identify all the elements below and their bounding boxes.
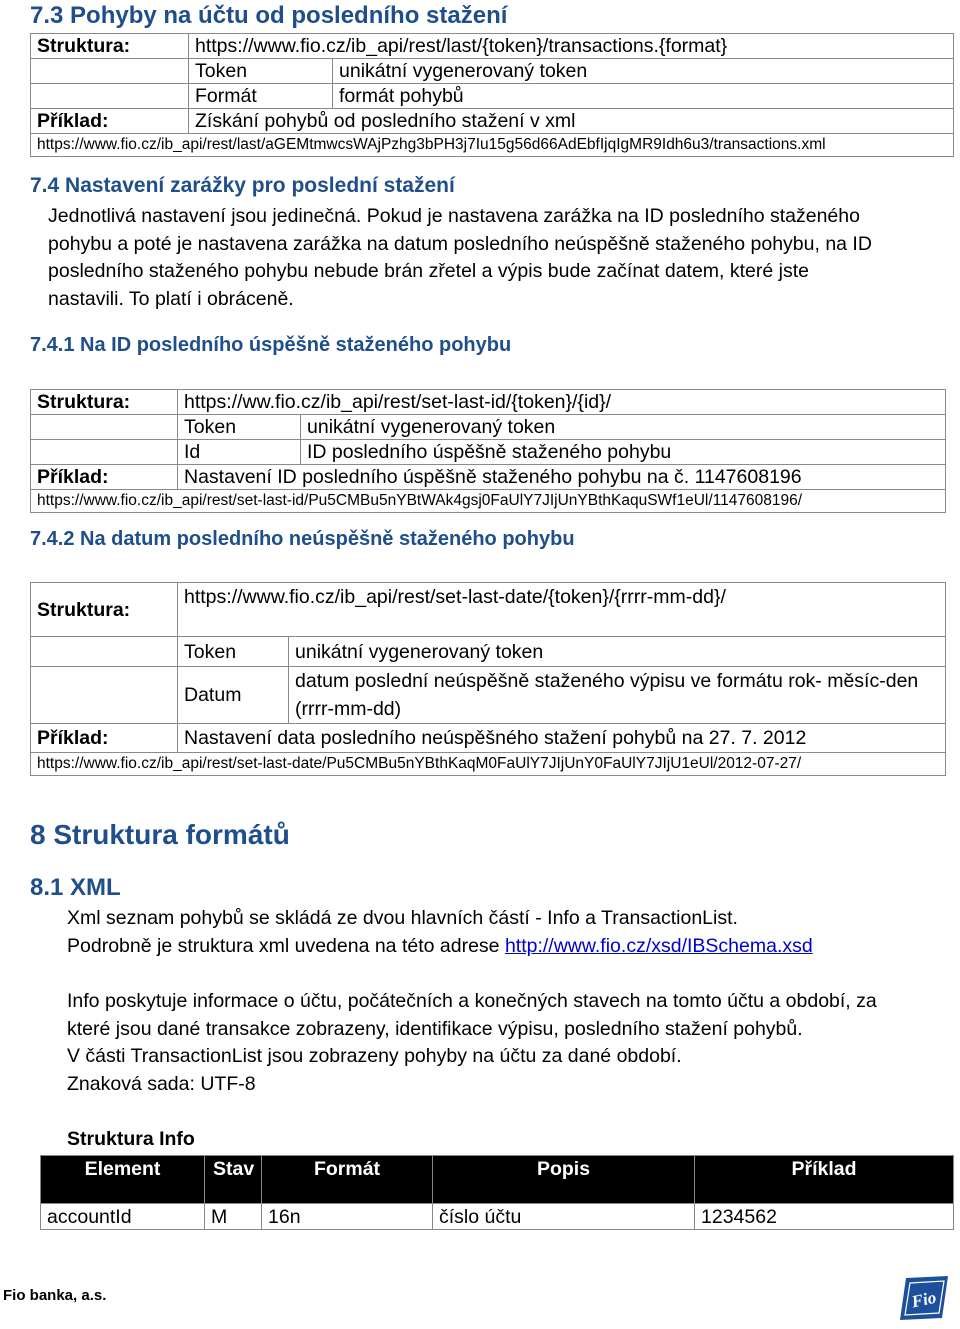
table-7-3 <box>30 33 954 157</box>
structure-url: https://www.fio.cz/ib_api/rest/last/{token}/transactions.{format} <box>189 34 954 59</box>
info-description <box>67 988 877 1098</box>
paragraph-line: pohybu a poté je nastavena zarážka na datum posledního neúspěšně staženého pohybu, na ID <box>48 232 872 255</box>
logo-text: Fio <box>909 1287 938 1312</box>
param-desc: unikátní vygenerovaný token <box>301 415 946 440</box>
structure-label: Struktura: <box>31 583 178 637</box>
info-line: Znaková sada: UTF-8 <box>67 1072 256 1095</box>
table-cell: 16n <box>262 1204 433 1230</box>
example-url-row <box>31 490 946 513</box>
table-cell: číslo účtu <box>433 1204 695 1230</box>
example-url-row <box>31 753 946 776</box>
example-label: Příklad: <box>31 109 189 134</box>
info-line: Info poskytuje informace o účtu, počátečních a konečných stavech na tomto účtu a období, za <box>67 990 877 1012</box>
example-label: Příklad: <box>31 465 178 490</box>
section-7-4-paragraph <box>48 203 872 313</box>
param-desc: unikátní vygenerovaný token <box>333 59 954 84</box>
column-header: Element <box>41 1156 205 1204</box>
structure-label: Struktura: <box>31 34 189 59</box>
example-row <box>31 724 946 753</box>
footer-company: Fio banka, a.s. <box>3 1287 107 1304</box>
param-name: Token <box>189 59 333 84</box>
param-name: Datum <box>178 667 289 724</box>
structure-url: https://www.fio.cz/ib_api/rest/set-last-date/{token}/{rrrr-mm-dd}/ <box>178 583 946 637</box>
example-desc: Nastavení ID posledního úspěšně staženého pohybu na č. 1147608196 <box>178 465 946 490</box>
table-header-row <box>41 1156 954 1204</box>
example-row <box>31 465 946 490</box>
column-header: Formát <box>262 1156 433 1204</box>
structure-label: Struktura: <box>31 390 178 415</box>
structure-row <box>31 583 946 637</box>
table-cell: M <box>205 1204 262 1230</box>
example-row <box>31 109 954 134</box>
intro-line-2 <box>67 933 813 961</box>
section-7-4-1-heading: 7.4.1 Na ID posledního úspěšně staženého pohybu <box>30 334 512 356</box>
param-desc: ID posledního úspěšně staženého pohybu <box>301 440 946 465</box>
param-name: Token <box>178 637 289 667</box>
example-url-row <box>31 134 954 157</box>
param-desc: datum poslední neúspěšně staženého výpisu ve formátu rok- měsíc-den (rrrr-mm-dd) <box>289 667 946 724</box>
info-structure-table <box>40 1155 954 1230</box>
example-url: https://www.fio.cz/ib_api/rest/set-last-id/Pu5CMBu5nYBtWAk4gsj0FaUlY7JIjUnYBthKaquSWf1eUl/1147608196/ <box>31 490 946 513</box>
table-cell: accountId <box>41 1204 205 1230</box>
column-header: Příklad <box>695 1156 954 1204</box>
info-table-title: Struktura Info <box>67 1128 195 1150</box>
param-row <box>31 637 946 667</box>
section-7-4-heading: 7.4 Nastavení zarážky pro poslední stažení <box>30 174 455 197</box>
example-url: https://www.fio.cz/ib_api/rest/set-last-date/Pu5CMBu5nYBthKaqM0FaUlY7JIjUnY0FaUlY7JIjU1eUl/2012-07-27/ <box>31 753 946 776</box>
xml-intro <box>67 905 813 960</box>
example-url: https://www.fio.cz/ib_api/rest/last/aGEMtmwcsWAjPzhg3bPH3j7Iu15g56d66AdEbfIjqIgMR9Idh6u3/transactions.xml <box>31 134 954 157</box>
column-header: Stav <box>205 1156 262 1204</box>
section-7-3-heading: 7.3 Pohyby na účtu od posledního stažení <box>30 2 508 29</box>
param-name: Id <box>178 440 301 465</box>
section-7-4-2-heading: 7.4.2 Na datum posledního neúspěšně staženého pohybu <box>30 528 575 550</box>
info-line: V části TransactionList jsou zobrazeny pohyby na účtu za dané období. <box>67 1045 682 1067</box>
param-desc: formát pohybů <box>333 84 954 109</box>
paragraph-line: nastavili. To platí i obráceně. <box>48 287 294 310</box>
param-row <box>31 84 954 109</box>
param-row <box>31 415 946 440</box>
fio-logo-icon <box>898 1274 950 1322</box>
structure-url: https://ww.fio.cz/ib_api/rest/set-last-id/{token}/{id}/ <box>178 390 946 415</box>
param-row <box>31 440 946 465</box>
structure-row <box>31 390 946 415</box>
info-line: které jsou dané transakce zobrazeny, identifikace výpisu, posledního stažení pohybů. <box>67 1017 803 1040</box>
structure-row <box>31 34 954 59</box>
table-row <box>41 1204 954 1230</box>
param-desc: unikátní vygenerovaný token <box>289 637 946 667</box>
xsd-schema-link[interactable]: http://www.fio.cz/xsd/IBSchema.xsd <box>504 934 813 957</box>
fio-logo <box>898 1274 950 1322</box>
example-label: Příklad: <box>31 724 178 753</box>
paragraph-line: Jednotlivá nastavení jsou jedinečná. Pokud je nastavena zarážka na ID posledního staženého <box>48 205 860 227</box>
section-8-heading: 8 Struktura formátů <box>30 819 290 850</box>
column-header: Popis <box>433 1156 695 1204</box>
intro-line: Xml seznam pohybů se skládá ze dvou hlavních částí - Info a TransactionList. <box>67 907 738 929</box>
param-name: Formát <box>189 84 333 109</box>
paragraph-line: posledního staženého pohybu nebude brán zřetel a výpis bude začínat datem, které jste <box>48 260 810 282</box>
param-name: Token <box>178 415 301 440</box>
table-7-4-2 <box>30 582 946 776</box>
param-row <box>31 59 954 84</box>
example-desc: Získání pohybů od posledního stažení v xml <box>189 109 954 134</box>
example-desc: Nastavení data posledního neúspěšného stažení pohybů na 27. 7. 2012 <box>178 724 946 753</box>
intro-line-text: Podrobně je struktura xml uvedena na této adrese <box>67 934 505 957</box>
table-7-4-1 <box>30 389 946 513</box>
section-8-1-heading: 8.1 XML <box>30 874 121 901</box>
table-cell: 1234562 <box>695 1204 954 1230</box>
param-row <box>31 667 946 724</box>
